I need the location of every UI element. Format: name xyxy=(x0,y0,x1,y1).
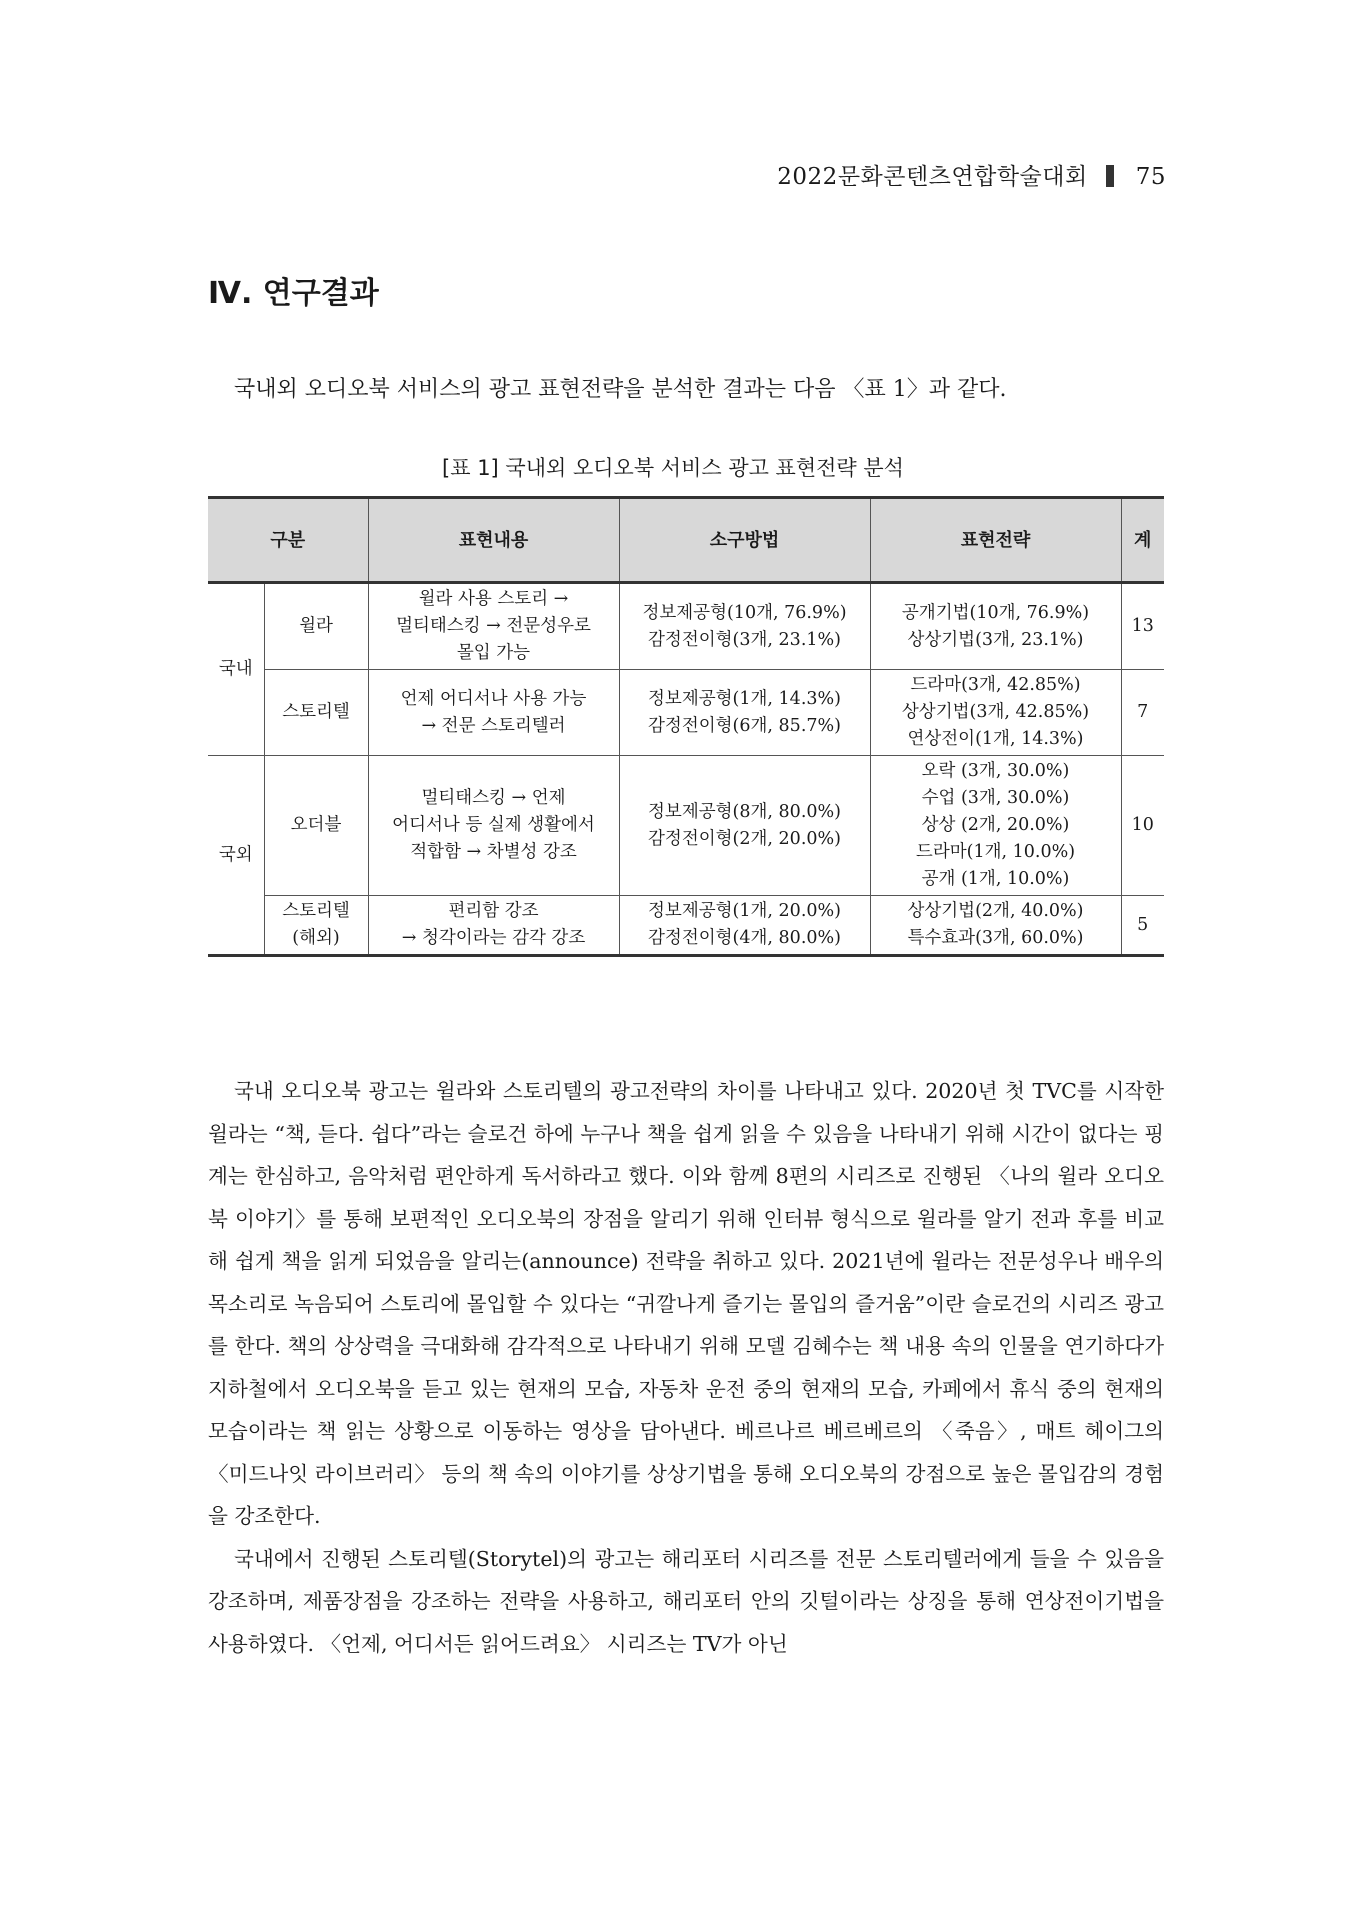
service-cell-line: 스토리텔 xyxy=(282,901,350,921)
appeal-cell-line: 정보제공형(1개, 20.0%) xyxy=(648,901,841,921)
strategy-cell-line: 공개기법(10개, 76.9%) xyxy=(901,602,1090,623)
appeal-cell-line: 감정전이형(4개, 80.0%) xyxy=(648,928,841,948)
strategy-cell-line: 오락 (3개, 30.0%) xyxy=(921,761,1070,781)
strategy-cell-line: 드라마(3개, 42.85%) xyxy=(910,675,1081,695)
content-cell xyxy=(368,756,619,896)
appeal-cell xyxy=(619,896,870,956)
group-label: 국내 xyxy=(208,583,264,756)
content-cell-line: → 청각이라는 감각 강조 xyxy=(401,928,586,948)
strategy-table xyxy=(208,496,1164,957)
service-cell-line: 스토리텔 xyxy=(282,702,350,722)
content-cell-line: 윌라 사용 스토리 → xyxy=(418,589,569,609)
page-number: 75 xyxy=(1135,164,1166,190)
service-cell xyxy=(264,896,368,956)
appeal-cell-line: 정보제공형(8개, 80.0%) xyxy=(648,801,841,822)
service-cell-line: 윌라 xyxy=(299,616,333,636)
body-text xyxy=(208,1070,1164,1665)
appeal-cell-line: 감정전이형(2개, 20.0%) xyxy=(648,828,841,849)
header-strategy: 표현전략 xyxy=(870,498,1121,583)
service-cell xyxy=(264,670,368,756)
strategy-cell-line: 연상전이(1개, 14.3%) xyxy=(907,729,1084,749)
content-cell xyxy=(368,583,619,670)
header-category: 구분 xyxy=(208,498,368,583)
strategy-cell-line: 상상 (2개, 20.0%) xyxy=(921,815,1070,835)
appeal-cell-line: 감정전이형(3개, 23.1%) xyxy=(648,629,841,650)
content-cell xyxy=(368,670,619,756)
strategy-cell xyxy=(870,583,1121,670)
section-title: Ⅳ. 연구결과 xyxy=(208,276,379,311)
table-row xyxy=(208,756,1164,896)
strategy-cell-line: 상상기법(3개, 42.85%) xyxy=(901,702,1090,722)
content-cell-line: → 전문 스토리텔러 xyxy=(421,715,566,736)
table-row xyxy=(208,670,1164,756)
appeal-cell xyxy=(619,583,870,670)
table-header-row xyxy=(208,498,1164,583)
strategy-cell-line: 상상기법(2개, 40.0%) xyxy=(907,901,1084,921)
total-cell: 10 xyxy=(1121,756,1164,896)
header-content: 표현내용 xyxy=(368,498,619,583)
strategy-cell xyxy=(870,896,1121,956)
strategy-cell xyxy=(870,756,1121,896)
table-row xyxy=(208,896,1164,956)
content-cell-line: 적합함 → 차별성 강조 xyxy=(410,842,577,862)
appeal-cell-line: 정보제공형(10개, 76.9%) xyxy=(642,602,847,623)
content-cell-line: 어디서나 등 실제 생활에서 xyxy=(392,815,595,835)
appeal-cell-line: 감정전이형(6개, 85.7%) xyxy=(648,715,841,736)
strategy-cell-line: 상상기법(3개, 23.1%) xyxy=(907,629,1084,650)
service-cell-line: 오더블 xyxy=(290,815,342,835)
strategy-cell xyxy=(870,670,1121,756)
body-paragraph: 국내에서 진행된 스토리텔(Storytel)의 광고는 해리포터 시리즈를 전문 스토리텔러에게 들을 수 있음을 강조하며, 제품장점을 강조하는 전략을 사용하고, 해리포터 안의 깃털이라는 상징을 통해 연상전이기법을 사용하였다. 〈언제, 어디서든 읽어드려요〉 시리즈는 TV가 아닌 xyxy=(208,1546,1164,1656)
service-cell xyxy=(264,756,368,896)
total-cell: 13 xyxy=(1121,583,1164,670)
content-cell-line: 멀티태스킹 → 전문성우로 xyxy=(396,616,591,636)
content-cell-line: 편리함 강조 xyxy=(448,901,539,921)
group-label: 국외 xyxy=(208,756,264,956)
service-cell xyxy=(264,583,368,670)
header-total: 계 xyxy=(1121,498,1164,583)
content-cell-line: 멀티태스킹 → 언제 xyxy=(421,788,566,808)
intro-sentence: 국내외 오디오북 서비스의 광고 표현전략을 분석한 결과는 다음 〈표 1〉과 같다. xyxy=(234,377,1007,402)
content-cell xyxy=(368,896,619,956)
header-appeal: 소구방법 xyxy=(619,498,870,583)
service-cell-line: (해외) xyxy=(292,928,340,948)
total-cell: 5 xyxy=(1121,896,1164,956)
appeal-cell xyxy=(619,670,870,756)
content-cell-line: 언제 어디서나 사용 가능 xyxy=(400,688,587,709)
strategy-cell-line: 공개 (1개, 10.0%) xyxy=(921,869,1070,889)
strategy-cell-line: 수업 (3개, 30.0%) xyxy=(921,788,1070,808)
table-row xyxy=(208,583,1164,670)
appeal-cell xyxy=(619,756,870,896)
body-paragraph: 국내 오디오북 광고는 윌라와 스토리텔의 광고전략의 차이를 나타내고 있다. 2020년 첫 TVC를 시작한 윌라는 “책, 듣다. 쉽다”라는 슬로건 하에 누구나 책을 쉽게 읽을 수 있음을 나타내기 위해 시간이 없다는 핑계는 한심하고, 음악처럼 편안하게 독서하라고 했다. 이와 함께 8편의 시리즈로 진행된 〈나의 윌라 오디오북 이야기〉를 통해 보편적인 오디오북의 장점을 알리기 위해 인터뷰 형식으로 윌라를 알기 전과 후를 비교해 쉽게 책을 읽게 되었음을 알리는(announce) 전략을 취하고 있다. 2021년에 윌라는 전문성우나 배우의 목소리로 녹음되어 스토리에 몰입할 수 있다는 “귀깔나게 즐기는 몰입의 즐거움”이란 슬로건의 시리즈 광고를 한다. 책의 상상력을 극대화해 감각적으로 나타내기 위해 모델 김혜수는 책 내용 속의 인물을 연기하다가 지하철에서 오디오북을 듣고 있는 현재의 모습, 자동차 운전 중의 현재의 모습, 카페에서 휴식 중의 현재의 모습이라는 책 읽는 상황으로 이동하는 영상을 담아낸다. 베르나르 베르베르의 〈죽음〉, 매트 헤이그의 〈미드나잇 라이브러리〉 등의 책 속의 이야기를 상상기법을 통해 오디오북의 강점으로 높은 몰입감의 경험을 강조한다. xyxy=(208,1079,1164,1528)
header-divider xyxy=(1106,165,1114,187)
conference-name: 2022문화콘텐츠연합학술대회 xyxy=(777,164,1088,190)
content-cell-line: 몰입 가능 xyxy=(456,643,531,663)
appeal-cell-line: 정보제공형(1개, 14.3%) xyxy=(648,688,841,709)
total-cell: 7 xyxy=(1121,670,1164,756)
strategy-cell-line: 드라마(1개, 10.0%) xyxy=(915,842,1076,862)
table-caption: [표 1] 국내외 오디오북 서비스 광고 표현전략 분석 xyxy=(442,456,904,480)
strategy-cell-line: 특수효과(3개, 60.0%) xyxy=(907,928,1084,948)
running-header xyxy=(777,158,1166,191)
